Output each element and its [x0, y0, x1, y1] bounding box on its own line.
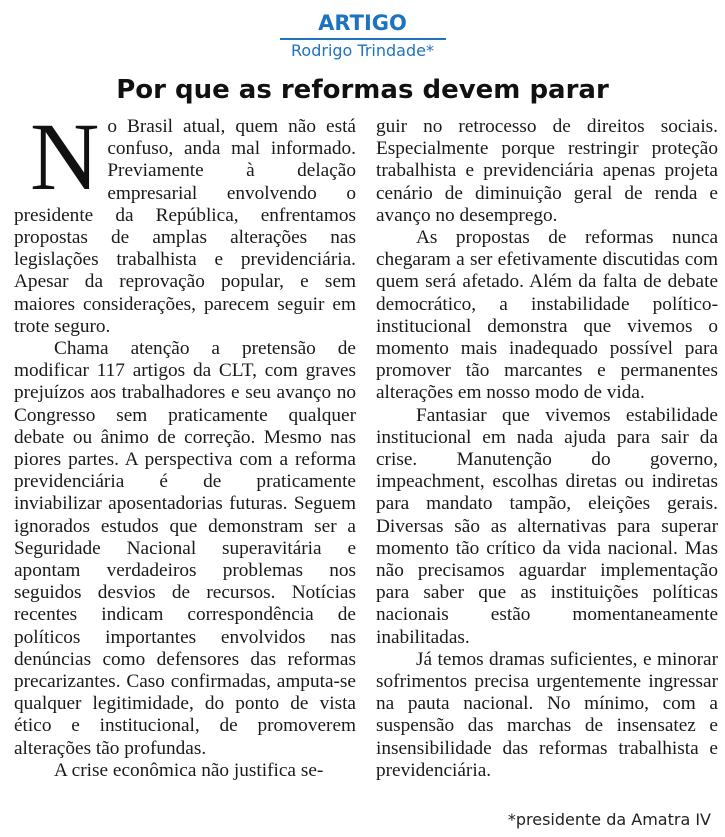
paragraph: As propostas de reformas nunca chegaram a ser efetivamente discutidas com quem será afetado. Além da falta de debate democrático, a instabilidade político-institucional demonstra que vivemos o momento mais inadequado possível para promover tão marcantes e permanentes alterações em nosso modo de vida. — [376, 227, 718, 404]
paragraph: Fantasiar que vivemos estabilidade institucional em nada ajuda para sair da crise. Manutenção do governo, impeachment, escolhas diretas ou indiretas para mandato tampão, eleições gerais. Diversas são as alternativas para superar momento tão crítico da vida nacional. Mas não precisamos aguardar implementação para saber que as instituições políticas nacionais estão momentaneamente inabilitadas. — [376, 404, 718, 648]
drop-cap: N — [30, 116, 100, 210]
author-byline: Rodrigo Trindade* — [291, 41, 434, 60]
article-headline: Por que as reformas devem parar — [116, 75, 609, 105]
author-footnote: *presidente da Amatra IV — [507, 810, 711, 829]
section-label: ARTIGO — [318, 11, 407, 35]
paragraph: o Brasil atual, quem não está confuso, anda mal informado. Previamente à delação empresarial envolvendo o presidente da República, enfrentamos propostas de amplas alterações nas legislações trabalhista e previdenciária. Apesar da reprovação popular, e sem maiores considerações, parecem seguir em trote seguro. — [14, 116, 356, 337]
paragraph: A crise econômica não justifica se- — [54, 759, 324, 781]
article-column-right — [376, 116, 718, 806]
article-column-left — [14, 116, 356, 806]
paragraph: guir no retrocesso de direitos sociais. Especialmente porque restringir proteção trabalhista e previdenciária apenas projeta cenário de diminuição geral de renda e avanço no desemprego. — [376, 116, 718, 226]
paragraph: Chama atenção a pretensão de modificar 117 artigos da CLT, com graves prejuízos aos trabalhadores e seu avanço no Congresso sem praticamente qualquer debate ou ânimo de correção. Mesmo nas piores partes. A perspectiva com a reforma previdenciária é de praticamente inviabilizar aposentadorias futuras. Seguem ignorados estudos que demonstram ser a Seguridade Nacional superavitária e apontam verdadeiros problemas nos seguidos desvios de recursos. Notícias recentes indicam correspondência de políticos importantes envolvidos nas denúncias como defensores das reformas precarizantes. Caso confirmadas, amputa-se qualquer legitimidade, do ponto de vista ético e institucional, de promoverem alterações tão profundas. — [14, 338, 356, 759]
paragraph: Já temos dramas suficientes, e minorar sofrimentos precisa urgentemente ingressar na pauta nacional. No mínimo, com a suspensão das marchas de insensatez e insensibilidade das reformas trabalhista e previdenciária. — [376, 648, 718, 781]
